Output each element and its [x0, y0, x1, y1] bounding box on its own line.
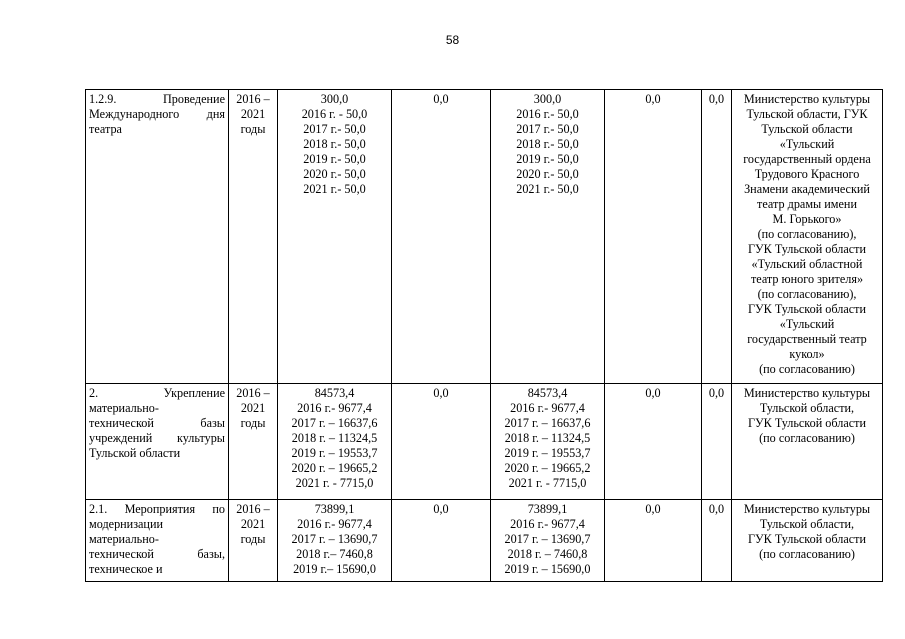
exec-line: театр драмы имени	[757, 197, 857, 211]
period-line: годы	[240, 532, 266, 546]
name-line: 1.2.9. Проведение	[89, 92, 225, 106]
local-funding-cell: 0,0	[605, 90, 702, 384]
period-line: 2016 –	[236, 502, 270, 516]
total-funding-cell	[278, 384, 392, 500]
regional-funding-cell	[491, 384, 605, 500]
exec-line: ГУК Тульской области	[748, 242, 866, 256]
federal-funding-cell: 0,0	[392, 384, 491, 500]
total-funding-cell	[278, 90, 392, 384]
name-line: техническое и	[89, 562, 163, 576]
period-line: 2021	[240, 401, 266, 415]
regional-funding-cell	[491, 500, 605, 582]
exec-line: Тульской области,	[759, 401, 855, 415]
total-line: 2019 г.- 50,0	[303, 152, 366, 166]
period-cell	[229, 384, 278, 500]
exec-line: Трудового Красного	[754, 167, 860, 181]
executor-cell	[732, 500, 883, 582]
total-line: 2020 г.- 50,0	[303, 167, 366, 181]
col5-line: 2020 г. – 19665,2	[504, 461, 591, 475]
col5-line: 2016 г.- 9677,4	[510, 401, 585, 415]
table-row	[86, 500, 883, 582]
table-row	[86, 90, 883, 384]
total-line: 2021 г.- 50,0	[303, 182, 366, 196]
exec-line: ГУК Тульской области	[748, 532, 866, 546]
exec-line: Министерство культуры	[743, 502, 871, 516]
period-line: годы	[240, 416, 266, 430]
executor-cell	[732, 90, 883, 384]
total-line: 2018 г.- 50,0	[303, 137, 366, 151]
exec-line: Тульской области	[761, 122, 853, 136]
exec-line: (по согласованию),	[757, 227, 857, 241]
federal-funding-cell: 0,0	[392, 500, 491, 582]
total-line: 300,0	[320, 92, 349, 106]
exec-line: кукол»	[789, 347, 825, 361]
exec-line: (по согласованию),	[757, 287, 857, 301]
total-line: 84573,4	[314, 386, 355, 400]
name-line: технической базы	[89, 416, 225, 430]
period-line: 2016 –	[236, 386, 270, 400]
col5-line: 2017 г. – 16637,6	[504, 416, 591, 430]
exec-line: «Тульский	[779, 317, 835, 331]
name-line: модернизации	[89, 517, 163, 531]
name-line: учреждений культуры	[89, 431, 225, 445]
total-line: 2016 г.- 9677,4	[297, 517, 372, 531]
name-line: технической базы,	[89, 547, 225, 561]
exec-line: М. Горького»	[772, 212, 842, 226]
local-funding-cell: 0,0	[605, 384, 702, 500]
total-line: 2018 г. – 11324,5	[291, 431, 378, 445]
exec-line: (по согласованию)	[759, 547, 855, 561]
col5-line: 2021 г.- 50,0	[516, 182, 579, 196]
table-row	[86, 384, 883, 500]
col5-line: 2018 г. – 11324,5	[504, 431, 591, 445]
exec-line: Тульской области, ГУК	[746, 107, 868, 121]
total-line: 2018 г.– 7460,8	[296, 547, 373, 561]
col5-line: 2019 г. – 15690,0	[504, 562, 591, 576]
col5-line: 73899,1	[527, 502, 568, 516]
other-funding-cell: 0,0	[702, 90, 732, 384]
period-line: 2021	[240, 107, 266, 121]
exec-line: ГУК Тульской области	[748, 416, 866, 430]
col5-line: 84573,4	[527, 386, 568, 400]
total-line: 2016 г. - 50,0	[301, 107, 368, 121]
name-line: материально-	[89, 532, 159, 546]
total-line: 2017 г. – 16637,6	[291, 416, 378, 430]
col5-line: 2021 г. - 7715,0	[508, 476, 587, 490]
exec-line: «Тульский областной	[751, 257, 863, 271]
exec-line: Министерство культуры	[743, 386, 871, 400]
period-line: годы	[240, 122, 266, 136]
regional-funding-cell	[491, 90, 605, 384]
name-line: Тульской области	[89, 446, 181, 460]
total-line: 2019 г.– 15690,0	[293, 562, 376, 576]
name-line: театра	[89, 122, 122, 136]
program-table	[85, 89, 883, 582]
exec-line: (по согласованию)	[759, 431, 855, 445]
measure-name-cell	[86, 90, 229, 384]
exec-line: Знамени академический	[744, 182, 870, 196]
col5-line: 300,0	[533, 92, 562, 106]
local-funding-cell: 0,0	[605, 500, 702, 582]
col5-line: 2018 г.- 50,0	[516, 137, 579, 151]
name-line: Международного дня	[89, 107, 225, 121]
page-number: 58	[445, 33, 460, 47]
total-line: 2019 г. – 19553,7	[291, 446, 378, 460]
total-line: 2016 г.- 9677,4	[297, 401, 372, 415]
measure-name-cell	[86, 500, 229, 582]
exec-line: государственный театр	[747, 332, 867, 346]
col5-line: 2017 г.- 50,0	[516, 122, 579, 136]
name-line: 2.1. Мероприятия по	[89, 502, 225, 516]
name-line: материально-	[89, 401, 159, 415]
total-line: 73899,1	[314, 502, 355, 516]
exec-line: «Тульский	[779, 137, 835, 151]
exec-line: театр юного зрителя»	[750, 272, 864, 286]
period-cell	[229, 500, 278, 582]
total-line: 2017 г. – 13690,7	[291, 532, 378, 546]
period-cell	[229, 90, 278, 384]
exec-line: Министерство культуры	[743, 92, 871, 106]
total-line: 2020 г. – 19665,2	[291, 461, 378, 475]
other-funding-cell: 0,0	[702, 384, 732, 500]
col5-line: 2020 г.- 50,0	[516, 167, 579, 181]
col5-line: 2016 г.- 9677,4	[510, 517, 585, 531]
total-line: 2017 г.- 50,0	[303, 122, 366, 136]
executor-cell	[732, 384, 883, 500]
exec-line: ГУК Тульской области	[748, 302, 866, 316]
name-line: 2. Укрепление	[89, 386, 225, 400]
exec-line: (по согласованию)	[759, 362, 855, 376]
col5-line: 2019 г. – 19553,7	[504, 446, 591, 460]
col5-line: 2017 г. – 13690,7	[504, 532, 591, 546]
measure-name-cell	[86, 384, 229, 500]
period-line: 2021	[240, 517, 266, 531]
federal-funding-cell: 0,0	[392, 90, 491, 384]
total-line: 2021 г. - 7715,0	[295, 476, 374, 490]
exec-line: государственный ордена	[743, 152, 871, 166]
exec-line: Тульской области,	[759, 517, 855, 531]
col5-line: 2018 г. – 7460,8	[507, 547, 588, 561]
other-funding-cell: 0,0	[702, 500, 732, 582]
col5-line: 2016 г.- 50,0	[516, 107, 579, 121]
col5-line: 2019 г.- 50,0	[516, 152, 579, 166]
total-funding-cell	[278, 500, 392, 582]
period-line: 2016 –	[236, 92, 270, 106]
